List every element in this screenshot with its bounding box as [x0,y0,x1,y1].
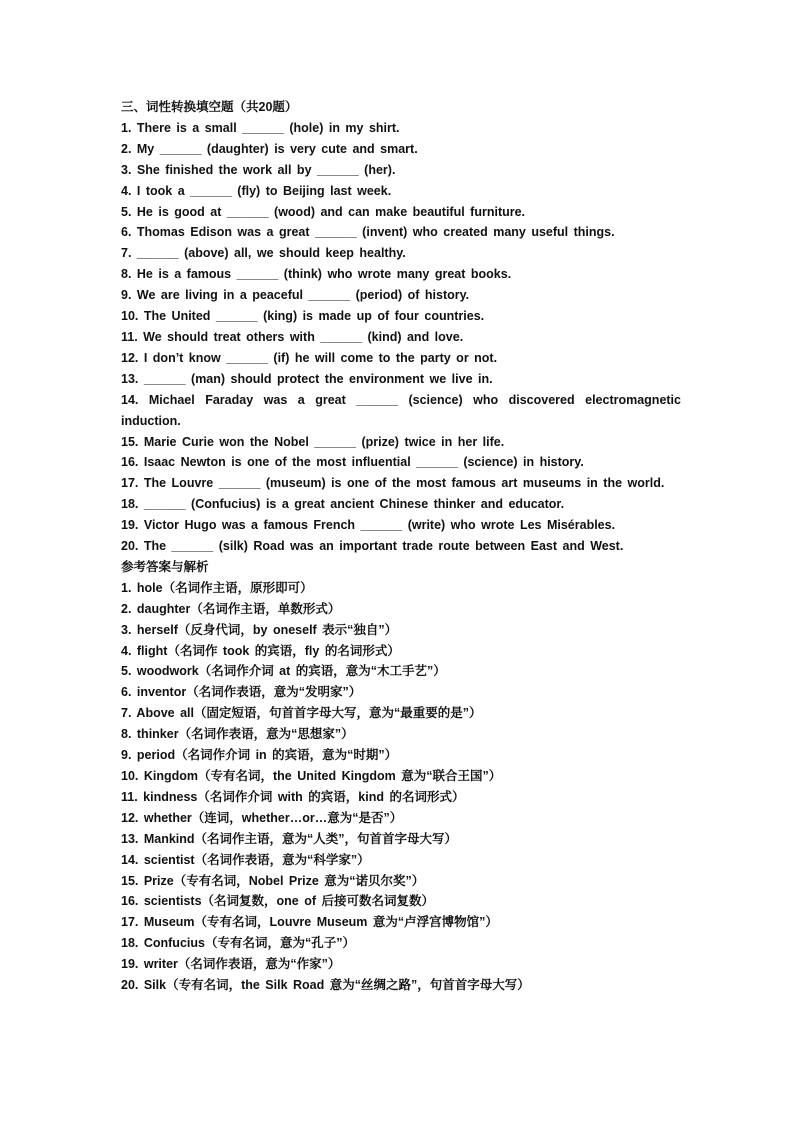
question-item: 5. He is good at ______ (wood) and can make beautiful furniture. [121,204,526,219]
answer-item: 12. whether（连词，whether…or…意为“是否”） [121,810,403,825]
answer-item: 1. hole（名词作主语，原形即可） [121,580,313,595]
question-item: 9. We are living in a peaceful ______ (period) of history. [121,288,470,303]
answer-item: 6. inventor（名词作表语，意为“发明家”） [121,685,362,700]
answer-item: 17. Museum（专有名词，Louvre Museum 意为“卢浮宫博物馆”） [121,915,498,930]
answer-item: 3. herself（反身代词，by oneself 表示“独自”） [121,622,398,637]
answer-item: 8. thinker（名词作表语，意为“思想家”） [121,727,354,742]
question-item: 8. He is a famous ______ (think) who wrote many great books. [121,267,512,282]
question-item: 18. ______ (Confucius) is a great ancient Chinese thinker and educator. [121,497,565,512]
question-item: 2. My ______ (daughter) is very cute and smart. [121,141,418,156]
answer-list [121,578,681,996]
question-item: 1. There is a small ______ (hole) in my shirt. [121,120,400,135]
answer-item: 14. scientist（名词作表语，意为“科学家”） [121,852,370,867]
answer-item: 15. Prize（专有名词，Nobel Prize 意为“诺贝尔奖”） [121,873,425,888]
answer-item: 18. Confucius（专有名词，意为“孔子”） [121,936,355,951]
answer-item: 4. flight（名词作 took 的宾语，fly 的名词形式） [121,643,400,658]
answer-item: 11. kindness（名词作介词 with 的宾语，kind 的名词形式） [121,789,465,804]
question-item: 16. Isaac Newton is one of the most influential ______ (science) in history. [121,455,584,470]
answer-item: 19. writer（名词作表语，意为“作家”） [121,957,341,972]
question-item: 3. She finished the work all by ______ (her). [121,162,396,177]
question-item: 11. We should treat others with ______ (kind) and love. [121,329,464,344]
question-item: 10. The United ______ (king) is made up of four countries. [121,309,485,324]
question-item: 17. The Louvre ______ (museum) is one of the most famous art museums in the world. [121,476,665,491]
question-item: 19. Victor Hugo was a famous French ______ (write) who wrote Les Misérables. [121,518,616,533]
answer-item: 2. daughter（名词作主语，单数形式） [121,601,341,616]
question-item: 15. Marie Curie won the Nobel ______ (prize) twice in her life. [121,434,505,449]
answer-item: 20. Silk（专有名词，the Silk Road 意为“丝绸之路”，句首首字母大写） [121,978,530,993]
answers-title: 参考答案与解析 [121,559,209,574]
answer-item: 9. period（名词作介词 in 的宾语，意为“时期”） [121,748,398,763]
answer-item: 10. Kingdom（专有名词，the United Kingdom 意为“联合王国”） [121,769,502,783]
answer-item: 7. Above all（固定短语，句首首字母大写，意为“最重要的是”） [121,706,482,721]
answer-item: 13. Mankind（名词作主语，意为“人类”，句首首字母大写） [121,831,458,846]
document-page [121,97,681,996]
answer-item: 5. woodwork（名词作介词 at 的宾语，意为“木工手艺”） [121,664,446,679]
section-title: 三、词性转换填空题（共20题） [121,100,298,114]
question-list [121,118,681,557]
question-item: 6. Thomas Edison was a great ______ (invent) who created many useful things. [121,225,615,240]
question-item: 14. Michael Faraday was a great ______ (science) who discovered electromagnetic induction. [121,392,681,428]
question-item: 13. ______ (man) should protect the environment we live in. [121,371,493,386]
answer-item: 16. scientists（名词复数，one of 后接可数名词复数） [121,894,434,909]
question-item: 7. ______ (above) all, we should keep healthy. [121,246,406,261]
question-item: 12. I don’t know ______ (if) he will come to the party or not. [121,350,498,365]
question-item: 20. The ______ (silk) Road was an important trade route between East and West. [121,539,624,554]
question-item: 4. I took a ______ (fly) to Beijing last week. [121,183,392,198]
